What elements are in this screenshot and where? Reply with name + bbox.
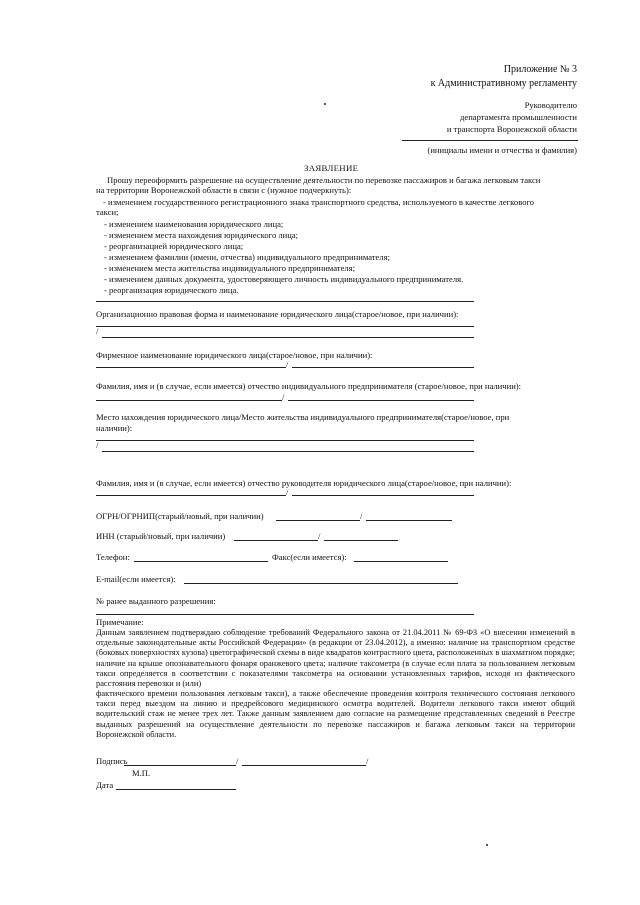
signature-label: Подпись	[96, 756, 128, 766]
intro-line-2: на территории Воронежской области в связи с (нужное подчеркнуть):	[96, 185, 352, 195]
firm-name-old-line[interactable]	[96, 367, 286, 368]
slash-separator: /	[360, 511, 363, 521]
director-new-line[interactable]	[292, 495, 474, 496]
phone-line[interactable]	[134, 561, 268, 562]
permit-number-label: № ранее выданного разрешения:	[96, 596, 216, 606]
ip-name-new-line[interactable]	[288, 400, 474, 401]
addressee-line-1: Руководителю	[524, 100, 577, 110]
document-title: ЗАЯВЛЕНИЕ	[304, 163, 359, 173]
ogrn-label: ОГРН/ОГРНИП(старый/новый, при наличии)	[96, 511, 264, 521]
location-label-2: наличии):	[96, 423, 133, 433]
ip-name-old-line[interactable]	[96, 400, 282, 401]
firm-name-label: Фирменное наименование юридического лица(старое/новое, при наличии):	[96, 350, 373, 360]
director-label: Фамилия, имя и (в случае, если имеется) отчество руководителя юридического лица(старое/новое, при наличии):	[96, 478, 512, 488]
slash-separator: /	[286, 487, 289, 497]
slash-separator: /	[96, 326, 99, 336]
firm-name-new-line[interactable]	[292, 367, 474, 368]
signature-name-line[interactable]	[242, 765, 366, 766]
ogrn-old-line[interactable]	[276, 520, 360, 521]
slash-separator: /	[286, 359, 289, 369]
slash-separator: /	[366, 756, 369, 766]
scan-speck	[486, 844, 488, 846]
addressee-name-line[interactable]	[402, 140, 578, 141]
reason-item: - реорганизация юридического лица.	[104, 285, 239, 295]
ogrn-new-line[interactable]	[366, 520, 452, 521]
reason-item: - изменением наименования юридического лица;	[104, 219, 284, 229]
org-form-line-1[interactable]	[96, 326, 474, 327]
reason-item: - изменением места нахождения юридического лица;	[104, 230, 299, 240]
date-label: Дата	[96, 780, 114, 790]
inn-new-line[interactable]	[324, 540, 398, 541]
note-label: Примечание:	[96, 617, 144, 627]
addressee-line-2: департамента промышленности	[460, 112, 577, 122]
slash-separator: /	[96, 440, 99, 450]
reason-item: - изменением места жительства индивидуального предпринимателя;	[104, 263, 356, 273]
inn-label: ИНН (старый/новый, при наличии)	[96, 531, 226, 541]
org-form-line-2[interactable]	[102, 337, 474, 338]
regulation-ref: к Административному регламенту	[430, 78, 577, 89]
reasons-fill-line[interactable]	[96, 301, 474, 302]
org-form-label: Организационно правовая форма и наименование юридического лица(старое/новое, при наличии):	[96, 309, 459, 319]
director-old-line[interactable]	[96, 495, 286, 496]
slash-separator: /	[282, 392, 285, 402]
phone-label: Телефон:	[96, 552, 130, 562]
reason-item: - изменением фамилии (имени, отчества) индивидуального предпринимателя;	[104, 252, 391, 262]
initials-caption: (инициалы имени и отчества и фамилия)	[427, 145, 577, 155]
reason-item: - реорганизацией юридического лица;	[104, 241, 244, 251]
email-label: E-mail(если имеется):	[96, 574, 176, 584]
note-paragraph-2: фактического времени пользования легковым такси), а также обеспечение проведения контроля технического состояния легкового такси перед выездом на линию и предрейсового медицинского осмотра водителей. Водители легкового такси имеют общий водительский стаж не менее трех лет. Также данным заявлением даю согласие на размещение представленных сведений в Реестре выданных разрешений на осуществление деятельности по перевозке пассажиров и багажа легковым такси на территории Воронежской области.	[96, 689, 575, 739]
email-line[interactable]	[184, 583, 458, 584]
fax-label: Факс(если имеется):	[272, 552, 347, 562]
reason-item-cont: такси;	[96, 207, 119, 217]
fax-line[interactable]	[354, 561, 448, 562]
location-label-1: Место нахождения юридического лица/Место жительства индивидуального предпринимателя(старое/новое, при	[96, 412, 510, 422]
seal-mark: М.П.	[132, 768, 151, 778]
appendix-number: Приложение № 3	[503, 64, 577, 75]
reason-item: - изменением данных документа, удостоверяющего личность индивидуального предпринимателя.	[104, 274, 464, 284]
intro-line-1: Прошу переоформить разрешение на осуществление деятельности по перевозке пассажиров и багажа легковым такси	[107, 175, 541, 185]
slash-separator: /	[318, 531, 321, 541]
signature-line[interactable]	[124, 765, 236, 766]
reason-item: - изменением государственного регистрационного знака транспортного средства, используемого в качестве легкового	[103, 197, 535, 207]
location-line-1[interactable]	[96, 440, 474, 441]
note-paragraph-1: Данным заявлением подтверждаю соблюдение требований Федерального закона от 21.04.2011 № 69-ФЗ «О внесении изменений в отдельные законодательные акты Российской Федерации» (в редакции от 23.04.2012), а именно: наличие на транспортном средстве (боковых поверхностях кузова) цветографической схемы в виде квадратов контрастного цвета, расположенных в шахматном порядке; наличие на крыше опознавательного фонаря оранжевого цвета; наличие таксометра (в случае если плата за пользованием легковым такси определяется в соответствии с показателями таксометра на основании установленных тарифов, исходя из фактического расстояния перевозки и (или)	[96, 628, 575, 689]
location-line-2[interactable]	[102, 451, 474, 452]
permit-number-line[interactable]	[96, 614, 474, 615]
inn-old-line[interactable]	[234, 540, 318, 541]
addressee-line-3: и транспорта Воронежской области	[446, 124, 577, 134]
scan-speck	[324, 103, 326, 105]
date-line[interactable]	[116, 789, 236, 790]
ip-name-label: Фамилия, имя и (в случае, если имеется) отчество индивидуального предпринимателя (старое/новое, при наличии):	[96, 381, 522, 391]
slash-separator: /	[236, 756, 239, 766]
